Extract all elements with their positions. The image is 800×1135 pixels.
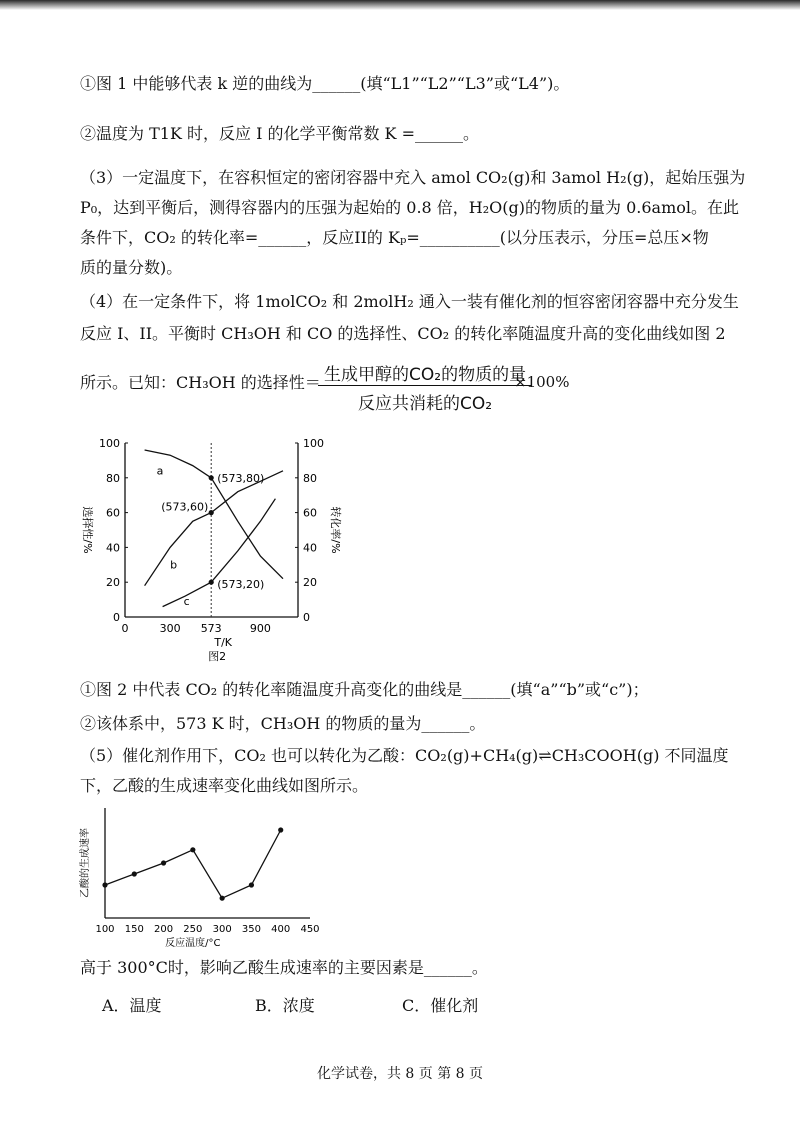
- highlight-point: [209, 580, 214, 585]
- fraction-numerator: 生成甲醇的CO₂的物质的量: [318, 360, 532, 386]
- y-left-axis-label: 选择性/%: [81, 506, 94, 554]
- rate-x-axis-label: 反应温度/°C: [165, 938, 221, 949]
- figure-2-labels: [81, 437, 343, 663]
- acetic-acid-rate-chart: [75, 800, 335, 950]
- rate-x-tick-label: 250: [183, 924, 203, 935]
- rate-x-tick-label: 200: [154, 924, 174, 935]
- scan-top-edge: [0, 0, 800, 10]
- series-c-label: c: [183, 594, 190, 608]
- question-3-line-2: P₀，达到平衡后，测得容器内的压强为起始的 0.8 倍，H₂O(g)的物质的量为 0.6amol。在此: [80, 198, 740, 217]
- rate-data-point: [102, 882, 107, 887]
- selectivity-fraction: [318, 360, 532, 414]
- rate-data-point: [132, 871, 137, 876]
- series-b-label: b: [170, 558, 178, 572]
- point-annotation: (573,60): [161, 500, 209, 514]
- question-4-line-2: 反应 I、II。平衡时 CH₃OH 和 CO 的选择性、CO₂ 的转化率随温度升高的变化曲线如图 2: [80, 324, 726, 343]
- rate-chart-axes: [105, 808, 310, 918]
- y-left-tick-label: 40: [106, 541, 120, 555]
- question-3-line-4: 质的量分数)。: [80, 258, 183, 277]
- series-b-line: [145, 471, 283, 586]
- series-a-label: a: [156, 464, 164, 478]
- y-right-axis-label: 转化率/%: [329, 506, 342, 554]
- highlight-point: [209, 475, 214, 480]
- question-2-2: ②温度为 T1K 时，反应 I 的化学平衡常数 K =______。: [80, 124, 480, 143]
- rate-data-point: [278, 827, 283, 832]
- rate-chart-series: [102, 827, 283, 900]
- highlight-point: [209, 510, 214, 515]
- question-4-line-3: 所示。已知：CH₃OH 的选择性＝: [80, 373, 321, 392]
- fraction-denominator: 反应共消耗的CO₂: [358, 394, 493, 414]
- y-right-tick-label: 60: [303, 506, 317, 520]
- rate-series-line: [105, 830, 281, 898]
- page-footer: 化学试卷，共 8 页 第 8 页: [316, 1066, 484, 1082]
- option-c[interactable]: C．催化剂: [402, 996, 479, 1015]
- x-axis-label: T/K: [214, 636, 233, 649]
- question-3-line-1: （3）一定温度下，在容积恒定的密闭容器中充入 amol CO₂(g)和 3amol H₂(g)，起始压强为: [80, 168, 746, 187]
- figure-2-chart: [70, 425, 370, 665]
- rate-data-point: [249, 882, 254, 887]
- question-5-prompt: 高于 300°C时，影响乙酸生成速率的主要因素是______。: [80, 958, 488, 977]
- question-5-line-1: （5）催化剂作用下，CO₂ 也可以转化为乙酸：CO₂(g)+CH₄(g)⇌CH₃COOH(g) 不同温度: [80, 746, 729, 765]
- series-a-line: [145, 450, 283, 579]
- fraction-suffix: ×100%: [514, 373, 570, 391]
- x-tick-label: 900: [249, 622, 271, 635]
- figure-2-axes: [125, 443, 298, 617]
- y-left-tick-label: 60: [106, 506, 120, 520]
- y-left-tick-label: 80: [106, 471, 120, 485]
- rate-x-tick-label: 400: [271, 924, 291, 935]
- rate-x-tick-label: 150: [124, 924, 144, 935]
- question-4-sub-1: ①图 2 中代表 CO₂ 的转化率随温度升高变化的曲线是______(填“a”“b”或“c”)；: [80, 680, 649, 699]
- question-4-sub-2: ②该体系中，573 K 时，CH₃OH 的物质的量为______。: [80, 714, 486, 733]
- option-a[interactable]: A．温度: [102, 996, 162, 1015]
- figure-title: 图2: [208, 650, 227, 663]
- rate-x-tick-label: 450: [300, 924, 320, 935]
- question-5-line-2: 下，乙酸的生成速率变化曲线如图所示。: [80, 776, 369, 795]
- rate-data-point: [190, 847, 195, 852]
- rate-chart-labels: [78, 828, 320, 949]
- rate-x-tick-label: 350: [241, 924, 261, 935]
- y-right-tick-label: 100: [303, 437, 324, 450]
- question-4-line-1: （4）在一定条件下，将 1molCO₂ 和 2molH₂ 通入一装有催化剂的恒容密闭容器中充分发生: [80, 292, 739, 311]
- y-left-tick-label: 100: [99, 437, 120, 450]
- x-tick-label: 300: [159, 622, 181, 635]
- x-tick-label: 573: [200, 622, 222, 635]
- rate-data-point: [220, 896, 225, 901]
- y-right-tick-label: 40: [303, 541, 317, 555]
- rate-x-tick-label: 100: [95, 924, 115, 935]
- point-annotation: (573,80): [217, 471, 265, 485]
- y-right-tick-label: 20: [303, 576, 317, 590]
- y-left-tick-label: 0: [113, 611, 120, 624]
- question-2-1: ①图 1 中能够代表 k 逆的曲线为______(填“L1”“L2”“L3”或“L4”)。: [80, 74, 570, 93]
- question-3-line-3: 条件下，CO₂ 的转化率=______，反应II的 Kₚ=__________(以分压表示，分压=总压×物: [80, 228, 709, 247]
- y-left-tick-label: 20: [106, 576, 120, 590]
- rate-x-tick-label: 300: [212, 924, 232, 935]
- x-tick-label: 0: [121, 622, 129, 635]
- option-b[interactable]: B．浓度: [255, 996, 315, 1015]
- point-annotation: (573,20): [217, 578, 265, 592]
- y-right-tick-label: 80: [303, 471, 317, 485]
- y-right-tick-label: 0: [303, 611, 310, 624]
- rate-y-axis-label: 乙酸的生成速率: [80, 828, 91, 898]
- rate-data-point: [161, 860, 166, 865]
